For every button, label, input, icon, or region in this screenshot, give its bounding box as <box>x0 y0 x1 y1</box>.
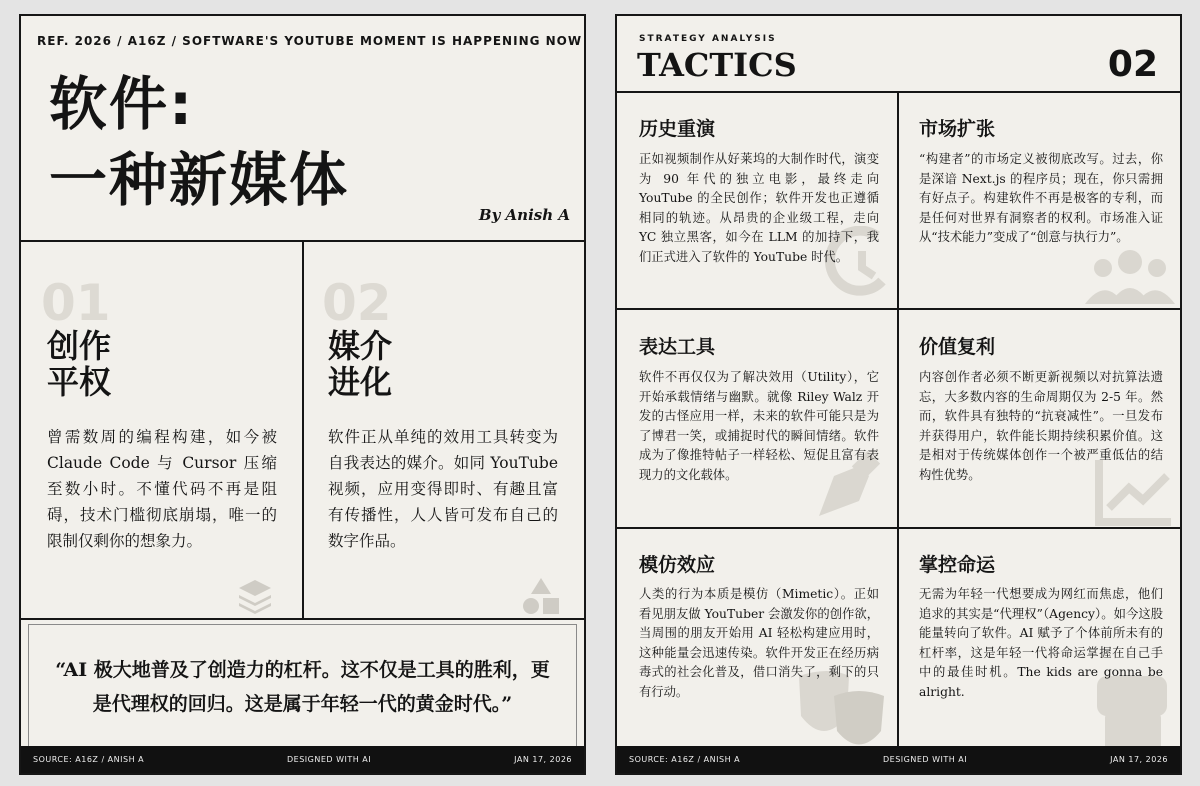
footer <box>617 746 1180 773</box>
cell-heading: 历史重演 <box>639 118 716 140</box>
divider <box>897 91 899 751</box>
section-heading-line: 进化 <box>328 363 393 401</box>
kicker: STRATEGY ANALYSIS <box>639 34 777 44</box>
section-heading <box>47 328 111 400</box>
cell-heading: 表达工具 <box>639 336 716 358</box>
footer-source: SOURCE: A16Z / ANISH A <box>33 755 145 764</box>
divider <box>21 618 584 620</box>
footer-date: JAN 17, 2026 <box>1110 755 1168 764</box>
page-title <box>49 66 349 218</box>
title-line-1: 软件: <box>49 70 195 138</box>
left-page <box>19 14 586 775</box>
right-page <box>615 14 1182 775</box>
cell-heading: 市场扩张 <box>919 118 996 140</box>
byline: By Anish A <box>478 206 570 224</box>
cell-heading: 价值复利 <box>919 336 996 358</box>
shapes-icon <box>521 576 561 616</box>
section-heading-line: 媒介 <box>328 327 393 365</box>
section-title: TACTICS <box>637 46 797 84</box>
footer <box>21 746 584 773</box>
footer-designed: DESIGNED WITH AI <box>883 755 968 764</box>
layers-icon <box>235 576 275 616</box>
quote-text: “AI 极大地普及了创造力的杠杆。这不仅是工具的胜利，更是代理权的回归。这是属于年轻一代的黄金时代。” <box>55 659 550 715</box>
cell-body: 人类的行为本质是模仿（Mimetic）。正如看见朋友做 YouTuber 会激发你的创作欲，当周围的朋友开始用 AI 轻松构建应用时，这种能量会迅速传染。软件开发正在经历病毒式的社会化普及，借口消失了，剩下的只有行动。 <box>639 587 879 699</box>
section-heading-line: 创作 <box>47 327 112 365</box>
title-line-2: 一种新媒体 <box>49 146 350 214</box>
cell-body: 无需为年轻一代想要成为网红而焦虑，他们追求的其实是“代理权”（Agency）。如今这股能量转向了软件。AI 赋予了个体前所未有的杠杆率，这是年轻一代将命运掌握在自己手中的最佳时机。The kids are gonna be alright. <box>919 587 1163 699</box>
quote-box <box>28 624 577 748</box>
cell-body: “构建者”的市场定义被彻底改写。过去，你是深谙 Next.js 的程序员；现在，你只需拥有好点子。构建软件不再是极客的专利，而是任何对世界有洞察者的权利。市场准入证从“技术能力”变成了“创意与执行力”。 <box>919 152 1163 244</box>
cell-body: 正如视频制作从好莱坞的大制作时代，演变为 90 年代的独立电影，最终走向 YouTube 的全民创作；软件开发也正遵循相同的轨迹。从昂贵的企业级工程，走向 YC 独立黑客，如今在 LLM 的加持下，我们正式进入了软件的 YouTube 时代。 <box>639 152 879 264</box>
cell-body: 软件不再仅仅为了解决效用（Utility），它开始承载情绪与幽默。就像 Riley Walz 开发的古怪应用一样，未来的软件可能只是为了博君一笑，或捕捉时代的瞬间情绪。软件成为了像推特帖子一样轻松、短促且富有表现力的文化载体。 <box>639 370 879 482</box>
cell-heading: 掌控命运 <box>919 554 996 576</box>
section-number: 02 <box>322 274 392 332</box>
footer-source: SOURCE: A16Z / ANISH A <box>629 755 741 764</box>
cell-body: 内容创作者必须不断更新视频以对抗算法遗忘，大多数内容的生命周期仅为 2-5 年。然而，软件具有独特的“抗衰减性”。一旦发布并获得用户，软件能长期持续积累价值。这是相对于传统媒体创作一个被严重低估的结构性优势。 <box>919 370 1163 482</box>
section-heading <box>328 328 392 400</box>
page-number: 02 <box>1107 44 1158 85</box>
section-body: 软件正从单纯的效用工具转变为自我表达的媒介。如同 YouTube 视频，应用变得即时、有趣且富有传播性，人人皆可发布自己的数字作品。 <box>328 428 558 550</box>
divider <box>302 240 304 620</box>
reference-line: REF. 2026 / A16Z / SOFTWARE'S YOUTUBE MOMENT IS HAPPENING NOW <box>37 34 583 48</box>
cell-heading: 模仿效应 <box>639 554 716 576</box>
section-number: 01 <box>41 274 111 332</box>
users-icon <box>1085 246 1175 306</box>
footer-date: JAN 17, 2026 <box>514 755 572 764</box>
section-body: 曾需数周的编程构建，如今被 Claude Code 与 Cursor 压缩至数小时。不懂代码不再是阻碍，技术门槛彻底崩塌，唯一的限制仅剩你的想象力。 <box>47 428 277 550</box>
footer-designed: DESIGNED WITH AI <box>287 755 372 764</box>
section-heading-line: 平权 <box>47 363 112 401</box>
